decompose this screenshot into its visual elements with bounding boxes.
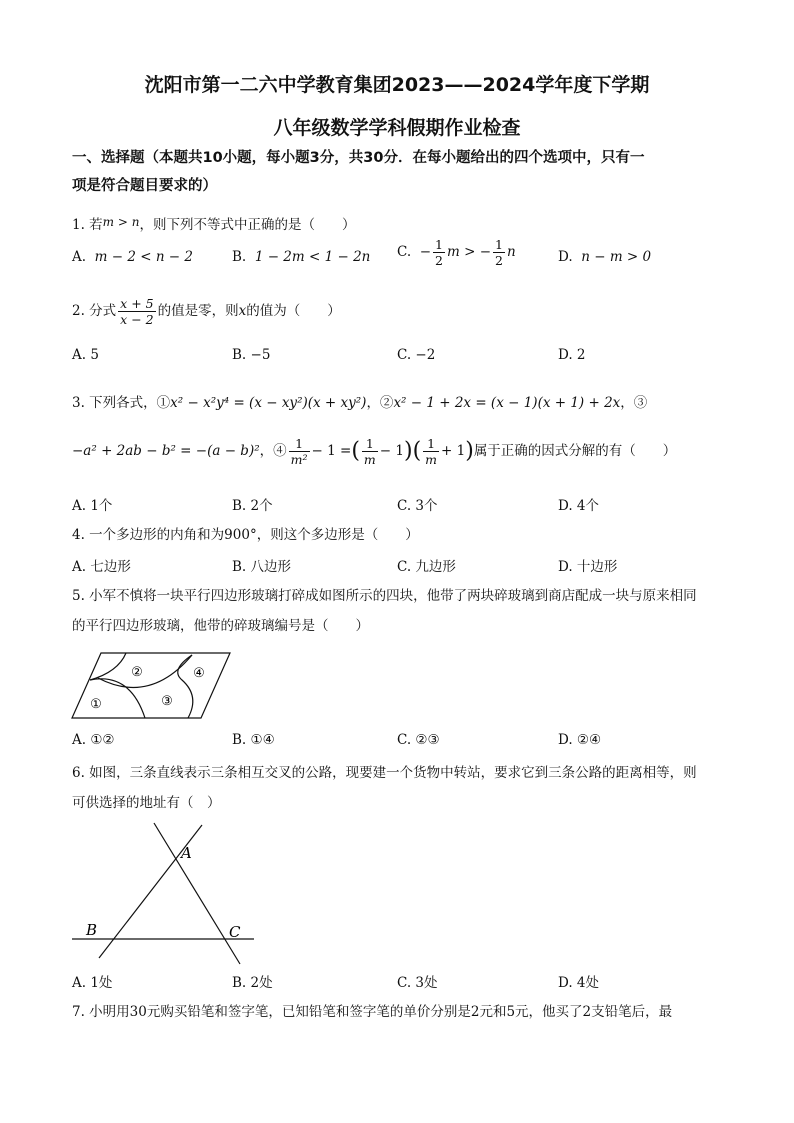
piece-label-2: ② [131, 665, 143, 680]
q4-option-d: D. 十边形 [558, 559, 618, 575]
q3-option-b: B. 2个 [232, 498, 273, 514]
question-4-options [72, 555, 732, 577]
question-6-options [72, 971, 732, 993]
q4-option-b: B. 八边形 [232, 559, 292, 575]
question-5-stem-2: 的平行四边形玻璃，他带的碎玻璃编号是（ ） [72, 618, 369, 634]
question-6-stem-1: 6. 如图，三条直线表示三条相互交叉的公路，现要建一个货物中转站，要求它到三条公路的距离相等，则 [72, 765, 697, 781]
point-label-b: B [86, 921, 98, 939]
q5-option-b: B. ①④ [232, 732, 275, 748]
q6-option-c: C. 3处 [397, 975, 438, 991]
q1-stem-start: 1. 若 [72, 217, 103, 233]
q6-option-a: A. 1处 [72, 975, 113, 991]
q2-option-c: C. −2 [397, 347, 436, 363]
question-5-options [72, 732, 732, 754]
q3-fraction-3: $\frac{1}{m}$ [425, 436, 438, 467]
q1-c-fraction-1: $\frac{1}{2}$ [435, 237, 443, 268]
question-2-stem: 2. 分式 $\frac{x + 5}{x - 2}$ 的值是零，则x的值为（ ） [72, 296, 341, 327]
question-6-stem-2: 可供选择的地址有（ ） [72, 795, 221, 811]
q2-option-a: A. 5 [72, 347, 99, 363]
road-line-ac [154, 823, 240, 964]
q4-option-c: C. 九边形 [397, 559, 456, 575]
q4-option-a: A. 七边形 [72, 559, 131, 575]
question-2-options [72, 347, 732, 369]
q6-option-d: D. 4处 [558, 975, 600, 991]
q1-stem-end: ，则下列不等式中正确的是（ ） [139, 217, 356, 233]
crack-4 [178, 655, 193, 718]
title-line-1: 沈阳市第一二六中学教育集团2023——2024学年度下学期 [144, 74, 650, 96]
question-7-stem-1: 7. 小明用30元购买铅笔和签字笔，已知铅笔和签字笔的单价分别是2元和5元，他买了2支铅笔后，最 [72, 1004, 673, 1020]
three-roads-figure [68, 818, 260, 966]
q3-fraction-1: $\frac{1}{\text{m²}}$ [290, 436, 308, 467]
title-line-2: 八年级数学学科假期作业检查 [273, 117, 521, 139]
question-1-options [72, 237, 732, 271]
q2-fraction: $\frac{x + 5}{x - 2}$ [120, 296, 154, 327]
section-heading: 一、选择题（本题共10小题，每小题3分，共30分．在每小题给出的四个选项中，只有一 [72, 150, 645, 166]
q3-option-a: A. 1个 [72, 498, 113, 514]
question-4-stem: 4. 一个多边形的内角和为900°，则这个多边形是（ ） [72, 527, 419, 543]
q1-condition: m > n [102, 215, 140, 229]
question-1-stem [72, 211, 732, 236]
q1-c-fraction-2: $\frac{1}{2}$ [495, 237, 503, 268]
question-3-line-1: 3. 下列各式，①x² − x²y⁴ = (x − xy²)(x + xy²)，②x² − 1 + 2x = (x − 1)(x + 1) + 2x，③ [72, 395, 648, 411]
q5-option-d: D. ②④ [558, 732, 602, 748]
q3-tail: 属于正确的因式分解的有（ ） [473, 443, 677, 459]
q1-option-a: A. m − 2 < n − 2 [72, 249, 193, 265]
q3-expr-3: −a² + 2ab − b² = −(a − b)² [72, 443, 260, 459]
q3-option-d: D. 4个 [558, 498, 600, 514]
parallelogram-figure [70, 650, 235, 722]
q1-option-b: B. 1 − 2m < 1 − 2n [232, 249, 371, 265]
q1-option-d: D. n − m > 0 [558, 249, 652, 265]
piece-label-3: ③ [161, 694, 173, 709]
point-label-a: A [181, 844, 192, 862]
question-3-options [72, 494, 732, 516]
q5-option-c: C. ②③ [397, 732, 440, 748]
q2-option-d: D. 2 [558, 347, 586, 363]
question-3-line-2: −a² + 2ab − b² = −(a − b)²，④ $\frac{1}{\text{m²}}$ − 1 =( $\frac{1}{m}$ − 1)( $\frac{1}{m}$ + 1)属于正确的因式分解的有（ ） [72, 436, 677, 467]
q3-expr-1: x² − x²y⁴ = (x − xy²)(x + xy²) [170, 395, 367, 411]
q3-expr-2: x² − 1 + 2x = (x − 1)(x + 1) + 2x [393, 395, 621, 411]
question-5-stem-1: 5. 小军不慎将一块平行四边形玻璃打碎成如图所示的四块，他带了两块碎玻璃到商店配成一块与原来相同 [72, 588, 697, 604]
q1-option-c: C. − $\frac{1}{2}$ m > − $\frac{1}{2}$ n [397, 237, 516, 268]
q3-option-c: C. 3个 [397, 498, 438, 514]
q5-option-a: A. ①② [72, 732, 115, 748]
piece-label-4: ④ [193, 666, 205, 681]
section-heading-cont: 项是符合题目要求的） [72, 178, 217, 194]
q2-option-b: B. −5 [232, 347, 271, 363]
q6-option-b: B. 2处 [232, 975, 273, 991]
piece-label-1: ① [90, 697, 102, 712]
q3-fraction-2: $\frac{1}{m}$ [363, 436, 376, 467]
point-label-c: C [229, 923, 241, 941]
